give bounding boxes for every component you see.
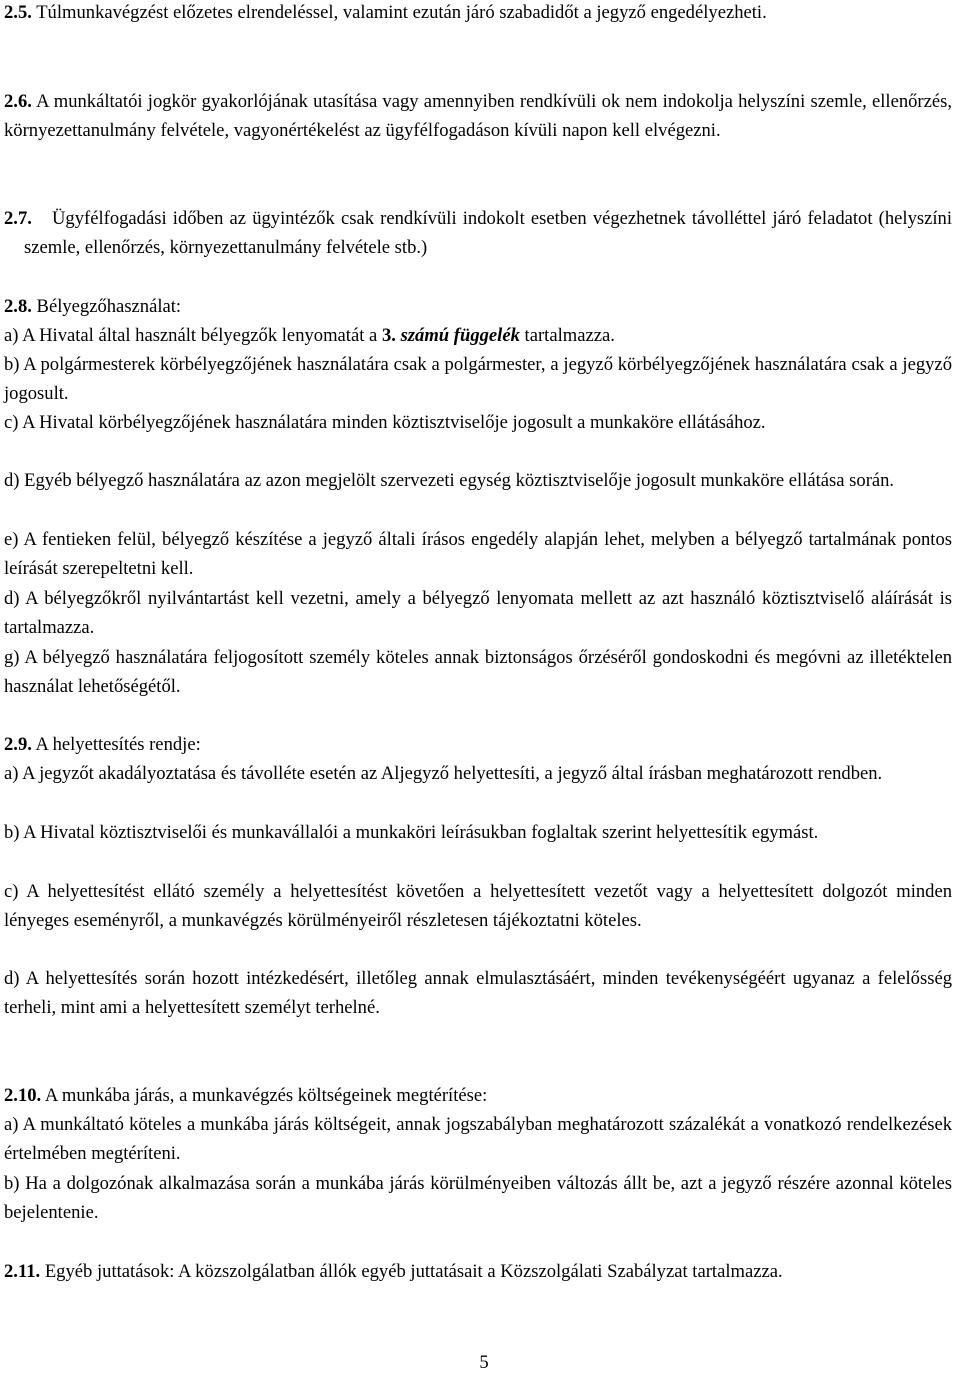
paragraph-2-11 <box>4 1258 854 1287</box>
item-2-9-b: b) A Hivatal köztisztviselői és munkavállalói a munkaköri leírásukban foglaltak szerint helyettesítik egymást. <box>4 822 819 843</box>
item-2-8-e: e) A fentieken felül, bélyegző készítése a jegyző általi írásos engedély alapján lehet, melyben a bélyegző tartalmának pontos leírását szerepeltetni kell. <box>4 529 952 579</box>
section-number: 2.9. <box>4 734 32 755</box>
paragraph-text: Egyéb juttatások: A közszolgálatban állók egyéb juttatásait a Közszolgálati Szabályzat tartalmazza. <box>44 1261 783 1282</box>
item-2-9-c: c) A helyettesítést ellátó személy a helyettesítést követően a helyettesített vezetőt vagy a helyettesített dolgozót minden lényeges eseményről, a munkavégzés körülményeiről részletesen tájékoztatni köteles. <box>4 881 952 931</box>
item-2-8-c: c) A Hivatal körbélyegzőjének használatára minden köztisztviselője jogosult a munkaköre ellátásához. <box>4 412 766 433</box>
item-2-8-a <box>4 322 952 351</box>
item-2-10-a: a) A munkáltató köteles a munkába járás költségeit, annak jogszabályban meghatározott százalékát a vonatkozó rendelkezések értelmében megtéríteni. <box>4 1114 952 1164</box>
item-2-8-f: d) A bélyegzőkről nyilvántartást kell vezetni, amely a bélyegző lenyomata mellett az azt használó köztisztviselő aláírását is tartalmazza. <box>4 588 952 638</box>
paragraph-2-5 <box>4 0 952 28</box>
paragraph-text: A munkáltatói jogkör gyakorlójának utasítása vagy amennyiben rendkívüli ok nem indokolja helyszíni szemle, ellenőrzés, környezettanulmány felvétele, vagyonértékelést az ügyfélfogadáson kívüli napon kell elvégezni. <box>4 91 953 141</box>
section-heading: A munkába járás, a munkavégzés költségeinek megtérítése: <box>44 1085 488 1106</box>
appendix-number: 3. <box>381 325 396 346</box>
item-2-9-d: d) A helyettesítés során hozott intézkedésért, illetőleg annak elmulasztásáért, minden tevékenységéért ugyanaz a felelősség terheli, mint ami a helyettesített személyt terhelné. <box>4 968 952 1018</box>
section-number: 2.5. <box>4 2 32 23</box>
paragraph-text: Ügyfélfogadási időben az ügyintézők csak rendkívüli indokolt esetben végezhetnek távolléttel járó feladatot (helyszíni szemle, ellenőrzés, környezettanulmány felvétele stb.) <box>24 208 952 258</box>
section-number: 2.11. <box>4 1261 41 1282</box>
section-number: 2.7. <box>4 208 32 229</box>
section-number: 2.6. <box>4 91 32 112</box>
paragraph-2-6 <box>4 88 952 146</box>
item-2-10-b: b) Ha a dolgozónak alkalmazása során a munkába járás körülményeiben változás állt be, azt a jegyző részére azonnal köteles bejelentenie. <box>4 1173 952 1223</box>
item-text-end: tartalmazza. <box>524 325 615 346</box>
section-heading: Bélyegzőhasználat: <box>36 296 182 317</box>
page-number: 5 <box>479 1352 489 1373</box>
item-2-8-g: g) A bélyegző használatára feljogosított személy köteles annak biztonságos őrzéséről gondoskodni és megóvni az illetéktelen használat lehetőségétől. <box>4 647 952 697</box>
section-number: 2.8. <box>4 296 32 317</box>
item-text: a) A Hivatal által használt bélyegzők lenyomatát a <box>4 325 378 346</box>
section-number: 2.10. <box>4 1085 42 1106</box>
item-2-9-a: a) A jegyzőt akadályoztatása és távolléte esetén az Aljegyző helyettesíti, a jegyző által írásban meghatározott rendben. <box>4 763 883 784</box>
section-heading: A helyettesítés rendje: <box>35 734 201 755</box>
paragraph-text: Túlmunkavégzést előzetes elrendeléssel, valamint ezután járó szabadidőt a jegyző engedélyezheti. <box>36 2 767 23</box>
section-2-10-heading <box>4 1082 952 1111</box>
paragraph-2-7-body <box>24 205 952 263</box>
appendix-label: számú függelék <box>400 325 520 346</box>
item-2-8-d: d) Egyéb bélyegző használatára az azon megjelölt szervezeti egység köztisztviselője jogosult munkaköre ellátása során. <box>4 470 895 491</box>
item-2-8-b: b) A polgármesterek körbélyegzőjének használatára csak a polgármester, a jegyző körbélyegzőjének használatára csak a jegyző jogosult. <box>4 354 952 404</box>
section-2-9-heading <box>4 731 952 760</box>
section-2-8-heading <box>4 293 952 322</box>
